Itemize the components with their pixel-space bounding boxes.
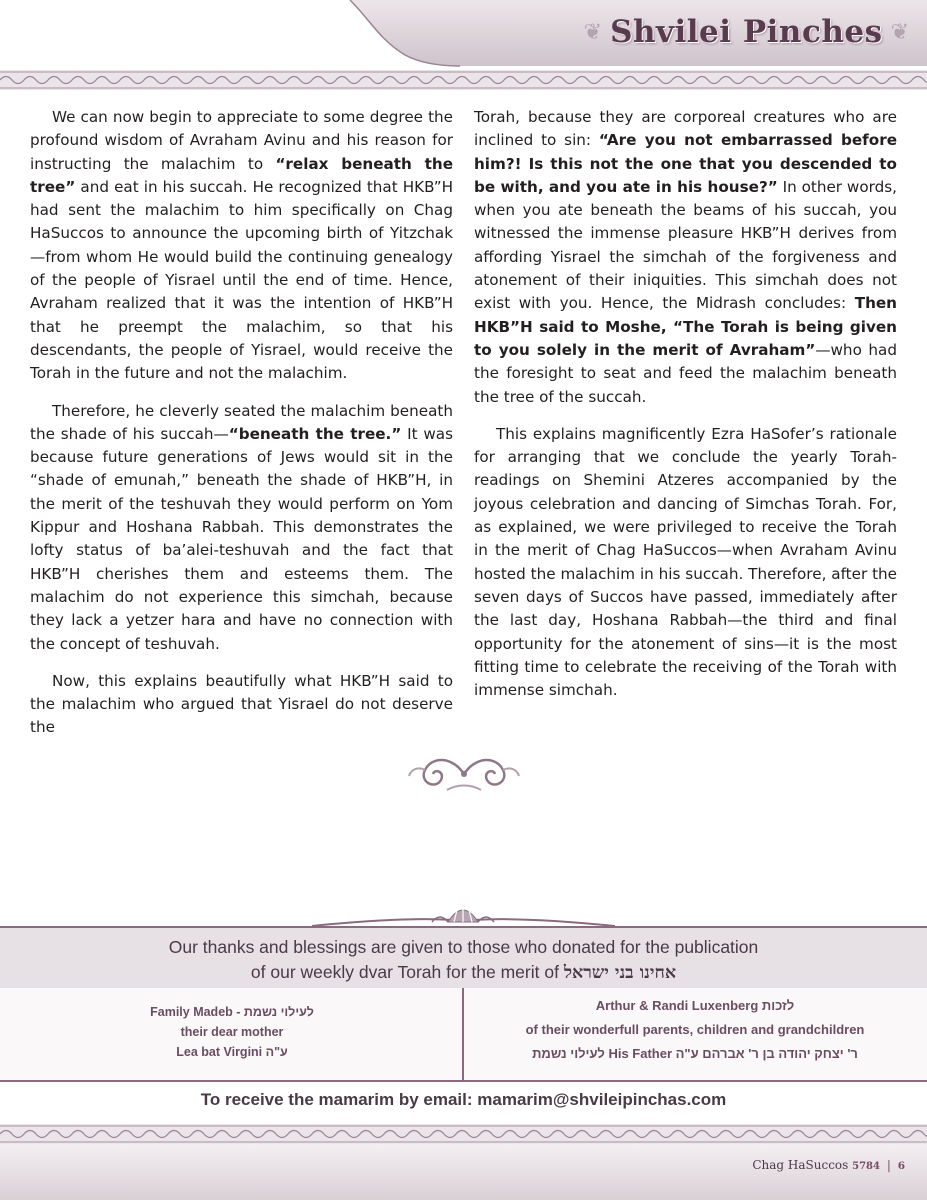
dedication-line: of their wonderfull parents, children and grandchildren bbox=[525, 1022, 865, 1037]
fan-ornament-icon bbox=[312, 898, 615, 928]
dedication-left bbox=[30, 1002, 434, 1062]
thanks-line: Our thanks and blessings are given to those who donated for the publication bbox=[168, 937, 759, 957]
footer-page-info bbox=[752, 1158, 905, 1172]
scroll-ornament-icon bbox=[407, 750, 521, 798]
donor-thanks-banner bbox=[0, 926, 927, 988]
article-column-right bbox=[474, 106, 897, 716]
ornament-strip-top bbox=[0, 70, 927, 90]
paragraph: Torah, because they are corporeal creatures who are inclined to sin: “Are you not embarrassed before him?! Is this not the one that you descended to be with, and you ate in his house?” In other words, when you ate beneath the beams of his succah, you witnessed the immense pleasure HKB”H derives from affording Yisrael the simchah of the forgiveness and atonement of their iniquities. This simchah does not exist with you. Hence, the Midrash concludes: Then HKB”H said to Moshe, “The Torah is being given to you solely in the merit of Avraham”—who had the foresight to seat and feed the malachim beneath the tree of the succah. bbox=[474, 108, 897, 406]
masthead-title: Shvilei Pinches bbox=[610, 14, 883, 50]
ornament-strip-bottom bbox=[0, 1124, 927, 1144]
dedication-divider bbox=[462, 988, 464, 1080]
dedication-line: their dear mother bbox=[180, 1025, 284, 1039]
dedication-right bbox=[480, 994, 910, 1066]
footer-label: Chag HaSuccos bbox=[752, 1158, 849, 1172]
page-number: 6 bbox=[897, 1160, 905, 1172]
footer-year: 5784 bbox=[852, 1161, 880, 1172]
dedication-line: Lea bat Virgini ע"ה bbox=[176, 1045, 288, 1059]
swirl-ornament-icon: ❦ bbox=[890, 19, 909, 45]
dedication-line: Family Madeb - לעילוי נשמת bbox=[150, 1005, 314, 1019]
dedication-line: Arthur & Randi Luxenberg לזכות bbox=[595, 998, 795, 1013]
donor-dedications bbox=[0, 988, 927, 1082]
paragraph: Now, this explains beautifully what HKB”H said to the malachim who argued that Yisrael do not deserve the bbox=[30, 671, 453, 737]
footer-band bbox=[0, 1144, 927, 1200]
paragraph: This explains magnificently Ezra HaSofer’s rationale for arranging that we conclude the yearly Torah-readings on Shemini Atzeres accompanied by the joyous celebration and dancing of Simchas Torah. For, as explained, we were privileged to receive the Torah in the merit of Chag HaSuccos—when Avraham Avinu hosted the malachim in his succah. Therefore, after the seven days of Succos have passed, immediately after the last day, Hoshana Rabbah—the third and final opportunity for the atonement of sins—it is the most fitting time to celebrate the receiving of the Torah with immense simchah. bbox=[474, 424, 897, 700]
thanks-line: of our weekly dvar Torah for the merit of אחינו בני ישראל bbox=[250, 962, 677, 983]
footer-separator: | bbox=[886, 1158, 891, 1172]
paragraph: We can now begin to appreciate to some degree the profound wisdom of Avraham Avinu and his reason for instructing the malachim to “relax beneath the tree” and eat in his succah. He recognized that HKB”H had sent the malachim to him specifically on Chag HaSuccos to announce the upcoming birth of Yitzchak—from whom He would build the continuing genealogy of the people of Yisrael until the end of time. Hence, Avraham realized that it was the intention of HKB”H that he preempt the malachim, so that his descendants, the people of Yisrael, would receive the Torah in the future and not the malachim. bbox=[30, 108, 453, 383]
email-subscribe-line: To receive the mamarim by email: mamarim@shvileipinchas.com bbox=[200, 1090, 727, 1109]
masthead bbox=[584, 10, 909, 54]
dedication-line: לעילוי נשמת His Father ר' יצחק יהודה בן ר' אברהם ע"ה bbox=[532, 1046, 858, 1061]
swirl-ornament-icon: ❦ bbox=[583, 19, 603, 45]
article-column-left bbox=[30, 106, 453, 754]
paragraph: Therefore, he cleverly seated the malachim beneath the shade of his succah—“beneath the tree.” It was because future generations of Jews would sit in the “shade of emunah,” beneath the shade of HKB”H, in the merit of the teshuvah they would perform on Yom Kippur and Hoshana Rabbah. This demonstrates the lofty status of ba’alei-teshuvah and the fact that HKB”H cherishes them and esteems them. The malachim do not experience this simchah, because they lack a yetzer hara and have no connection with the concept of teshuvah. bbox=[30, 401, 453, 653]
